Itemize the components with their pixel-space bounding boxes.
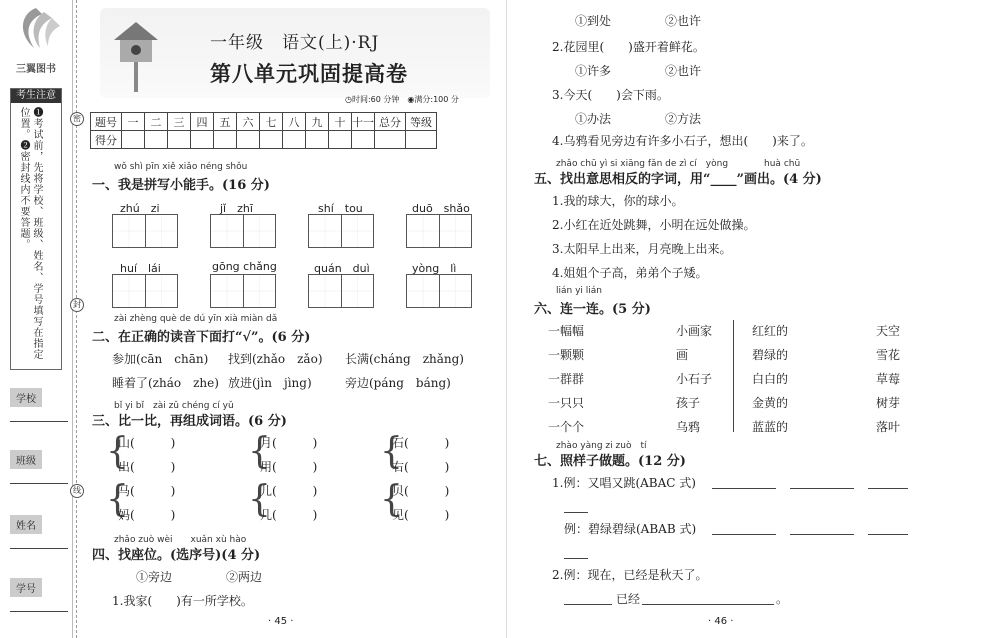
answer-line[interactable]: [712, 534, 776, 535]
field-school[interactable]: [10, 388, 68, 422]
score-cell[interactable]: [260, 131, 283, 149]
seal-mark: 密: [70, 112, 84, 126]
match-right-item[interactable]: 乌鸦: [676, 420, 701, 434]
match-left-item[interactable]: 碧绿的: [752, 348, 789, 362]
page-title: 第八单元巩固提高卷: [210, 61, 408, 86]
exam-meta: [345, 94, 459, 105]
word-blank[interactable]: 月( ): [260, 436, 318, 450]
reading-option[interactable]: 找到(zhǎo zǎo): [228, 352, 323, 366]
pinyin-prompt: zhú zi: [120, 202, 160, 215]
section-pinyin: zài zhèng què de dú yīn xià miàn dǎ: [114, 314, 278, 324]
example-prompt: 例：碧绿碧绿(ABAB 式): [564, 522, 697, 536]
answer-line[interactable]: [564, 558, 588, 559]
match-left-item[interactable]: 一只只: [548, 396, 585, 410]
answer-line[interactable]: [868, 534, 908, 535]
score-cell[interactable]: [122, 131, 145, 149]
field-class[interactable]: [10, 450, 68, 484]
example-keyword: 已经: [616, 592, 641, 606]
choice-option: ①许多: [575, 64, 612, 78]
seal-mark: 线: [70, 484, 84, 498]
writing-grid[interactable]: [406, 274, 472, 308]
choice-option: ②也许: [665, 64, 702, 78]
pinyin-prompt: yòng lì: [412, 262, 457, 275]
match-left-item[interactable]: 一个个: [548, 420, 585, 434]
table-row: [91, 113, 437, 131]
notice-title: 考生注意: [11, 89, 61, 103]
birdhouse-icon: [108, 14, 162, 94]
table-cell: 一: [122, 113, 145, 131]
section-pinyin: bǐ yi bǐ zài zǔ chéng cí yǔ: [114, 401, 234, 411]
table-cell: 四: [191, 113, 214, 131]
brace-icon: {: [380, 431, 403, 472]
candidate-notice: [10, 88, 62, 370]
word-blank[interactable]: 见( ): [392, 508, 450, 522]
match-right-item[interactable]: 画: [676, 348, 689, 362]
seal-mark: 封: [70, 298, 84, 312]
sentence-item[interactable]: 3.太阳早上出来，月亮晚上出来。: [552, 242, 732, 256]
brand-name: 三翼图书: [16, 64, 56, 75]
match-left-item[interactable]: 红红的: [752, 324, 789, 338]
section-pinyin: zhào yàng zi zuò tí: [556, 441, 647, 451]
writing-grid[interactable]: [210, 274, 276, 308]
page-divider: [506, 0, 507, 638]
writing-grid[interactable]: [308, 214, 374, 248]
score-cell[interactable]: [191, 131, 214, 149]
pinyin-prompt: quán duì: [314, 262, 370, 275]
question-item[interactable]: 1.我家( )有一所学校。: [112, 594, 253, 608]
answer-line[interactable]: [712, 488, 776, 489]
word-blank[interactable]: 贝( ): [392, 484, 450, 498]
score-cell[interactable]: [237, 131, 260, 149]
pinyin-prompt: gōng chǎng: [212, 260, 277, 273]
field-name-label: 姓名: [10, 515, 42, 534]
choice-option: ②也许: [665, 14, 702, 28]
score-table: [90, 112, 437, 149]
exam-grade-subject: 一年级 语文(上)·RJ: [210, 33, 380, 53]
example-prompt: 2.例：现在，已经是秋天了。: [552, 568, 708, 582]
score-cell[interactable]: [329, 131, 352, 149]
section-pinyin: zhǎo zuò wèi xuǎn xù hào: [114, 535, 247, 545]
pinyin-prompt: shí tou: [318, 202, 363, 215]
pinyin-prompt: jǐ zhī: [220, 202, 253, 215]
choice-option: ②两边: [226, 570, 263, 584]
word-blank[interactable]: 石( ): [392, 436, 450, 450]
question-item[interactable]: 4.乌鸦看见旁边有许多小石子，想出( )来了。: [552, 134, 813, 148]
field-school-label: 学校: [10, 388, 42, 407]
writing-grid[interactable]: [308, 274, 374, 308]
match-right-item[interactable]: 树芽: [876, 396, 901, 410]
score-cell[interactable]: [283, 131, 306, 149]
table-cell: 等级: [406, 113, 437, 131]
answer-line[interactable]: [564, 604, 612, 605]
match-left-item[interactable]: 一群群: [548, 372, 585, 386]
table-cell: 二: [145, 113, 168, 131]
reading-option[interactable]: 旁边(páng báng): [345, 376, 451, 390]
word-blank[interactable]: 出( ): [118, 460, 176, 474]
section-title: 七、照样子做题。(12 分): [534, 454, 686, 469]
score-cell[interactable]: [352, 131, 375, 149]
binding-strip: [0, 0, 73, 638]
table-cell: 十: [329, 113, 352, 131]
choice-option: ①办法: [575, 112, 612, 126]
table-row: [91, 131, 437, 149]
question-item[interactable]: 3.今天( )会下雨。: [552, 88, 669, 102]
brace-icon: {: [106, 431, 129, 472]
section-title: 五、找出意思相反的字词，用“____”画出。(4 分): [534, 172, 822, 187]
score-cell[interactable]: [214, 131, 237, 149]
page-number: · 46 ·: [708, 616, 734, 627]
word-blank[interactable]: 右( ): [392, 460, 450, 474]
match-left-item[interactable]: 蓝蓝的: [752, 420, 789, 434]
sentence-item[interactable]: 2.小红在近处跳舞，小明在远处做操。: [552, 218, 756, 232]
section-title: 四、找座位。(选序号)(4 分): [92, 548, 261, 563]
match-right-item[interactable]: 小画家: [676, 324, 713, 338]
word-blank[interactable]: 马( ): [118, 484, 176, 498]
match-right-item[interactable]: 草莓: [876, 372, 901, 386]
section-title: 三、比一比，再组成词语。(6 分): [92, 414, 287, 429]
table-cell: 六: [237, 113, 260, 131]
table-cell: 七: [260, 113, 283, 131]
section-pinyin: zhǎo chū yì si xiāng fǎn de zì cí yòng huà chū: [556, 159, 801, 169]
match-left-item[interactable]: 金黄的: [752, 396, 789, 410]
choice-option: ①到处: [575, 14, 612, 28]
table-cell: 总分: [375, 113, 406, 131]
table-cell: 八: [283, 113, 306, 131]
answer-line[interactable]: [564, 512, 588, 513]
reading-option[interactable]: 长满(cháng zhǎng): [345, 352, 464, 366]
table-cell: 得分: [91, 131, 122, 149]
table-cell: 九: [306, 113, 329, 131]
section-title: 六、连一连。(5 分): [534, 302, 651, 317]
answer-line[interactable]: [642, 604, 774, 605]
score-cell[interactable]: [306, 131, 329, 149]
sentence-item[interactable]: 4.姐姐个子高，弟弟个子矮。: [552, 266, 708, 280]
table-cell: 五: [214, 113, 237, 131]
answer-line[interactable]: [868, 488, 908, 489]
match-right-item[interactable]: 雪花: [876, 348, 901, 362]
section-pinyin: wǒ shì pīn xiě xiǎo néng shǒu: [114, 162, 248, 172]
brace-icon: {: [106, 479, 129, 520]
field-student-id-label: 学号: [10, 578, 42, 597]
field-class-label: 班级: [10, 450, 42, 469]
answer-line[interactable]: [790, 488, 854, 489]
writing-grid[interactable]: [112, 214, 178, 248]
question-item[interactable]: 2.花园里( )盛开着鲜花。: [552, 40, 705, 54]
brace-icon: {: [248, 479, 271, 520]
answer-line[interactable]: [790, 534, 854, 535]
pinyin-prompt: huí lái: [120, 262, 161, 275]
score-cell[interactable]: [145, 131, 168, 149]
section-pinyin: lián yi lián: [556, 286, 602, 296]
section-title: 二、在正确的读音下面打“√”。(6 分): [92, 330, 311, 345]
writing-grid[interactable]: [210, 214, 276, 248]
brace-icon: {: [380, 479, 403, 520]
match-left-item[interactable]: 一幅幅: [548, 324, 585, 338]
section-title: 一、我是拼写小能手。(16 分): [92, 178, 270, 193]
match-right-item[interactable]: 孩子: [676, 396, 701, 410]
table-cell: 三: [168, 113, 191, 131]
seal-line: [76, 0, 77, 638]
reading-option[interactable]: 参加(cān chān): [112, 352, 209, 366]
match-right-item[interactable]: 小石子: [676, 372, 713, 386]
match-right-item[interactable]: 天空: [876, 324, 901, 338]
brace-icon: {: [248, 431, 271, 472]
score-cell[interactable]: [168, 131, 191, 149]
example-prompt: 1.例：又唱又跳(ABAC 式): [552, 476, 696, 490]
match-left-item[interactable]: 白白的: [752, 372, 789, 386]
word-blank[interactable]: 几( ): [260, 508, 318, 522]
match-right-item[interactable]: 落叶: [876, 420, 901, 434]
word-blank[interactable]: 儿( ): [260, 484, 318, 498]
reading-option[interactable]: 放进(jìn jìng): [228, 376, 312, 390]
exam-time: ◷时间:60 分钟: [345, 95, 400, 104]
pinyin-prompt: duō shǎo: [412, 202, 470, 215]
brand-logo-icon: [6, 4, 66, 66]
writing-grid[interactable]: [112, 274, 178, 308]
reading-option[interactable]: 睡着了(zháo zhe): [112, 376, 219, 390]
word-blank[interactable]: 用( ): [260, 460, 318, 474]
field-name[interactable]: [10, 515, 68, 549]
sentence-end: 。: [776, 592, 789, 606]
notice-text: ❶考试前，先将学校、班级、姓名、学号填写在指定位置。❷密封线内不要答题。: [18, 107, 42, 360]
match-left-item[interactable]: 一颗颗: [548, 348, 585, 362]
choice-option: ②方法: [665, 112, 702, 126]
column-divider: [733, 320, 734, 432]
writing-grid[interactable]: [406, 214, 472, 248]
word-blank[interactable]: 妈( ): [118, 508, 176, 522]
word-blank[interactable]: 山( ): [118, 436, 176, 450]
score-cell[interactable]: [406, 131, 437, 149]
field-student-id[interactable]: [10, 578, 68, 612]
choice-option: ①旁边: [136, 570, 173, 584]
exam-full-score: ◉满分:100 分: [407, 95, 459, 104]
table-cell: 十一: [352, 113, 375, 131]
table-cell: 题号: [91, 113, 122, 131]
page-number: · 45 ·: [268, 616, 294, 627]
sentence-item[interactable]: 1.我的球大，你的球小。: [552, 194, 684, 208]
score-cell[interactable]: [375, 131, 406, 149]
